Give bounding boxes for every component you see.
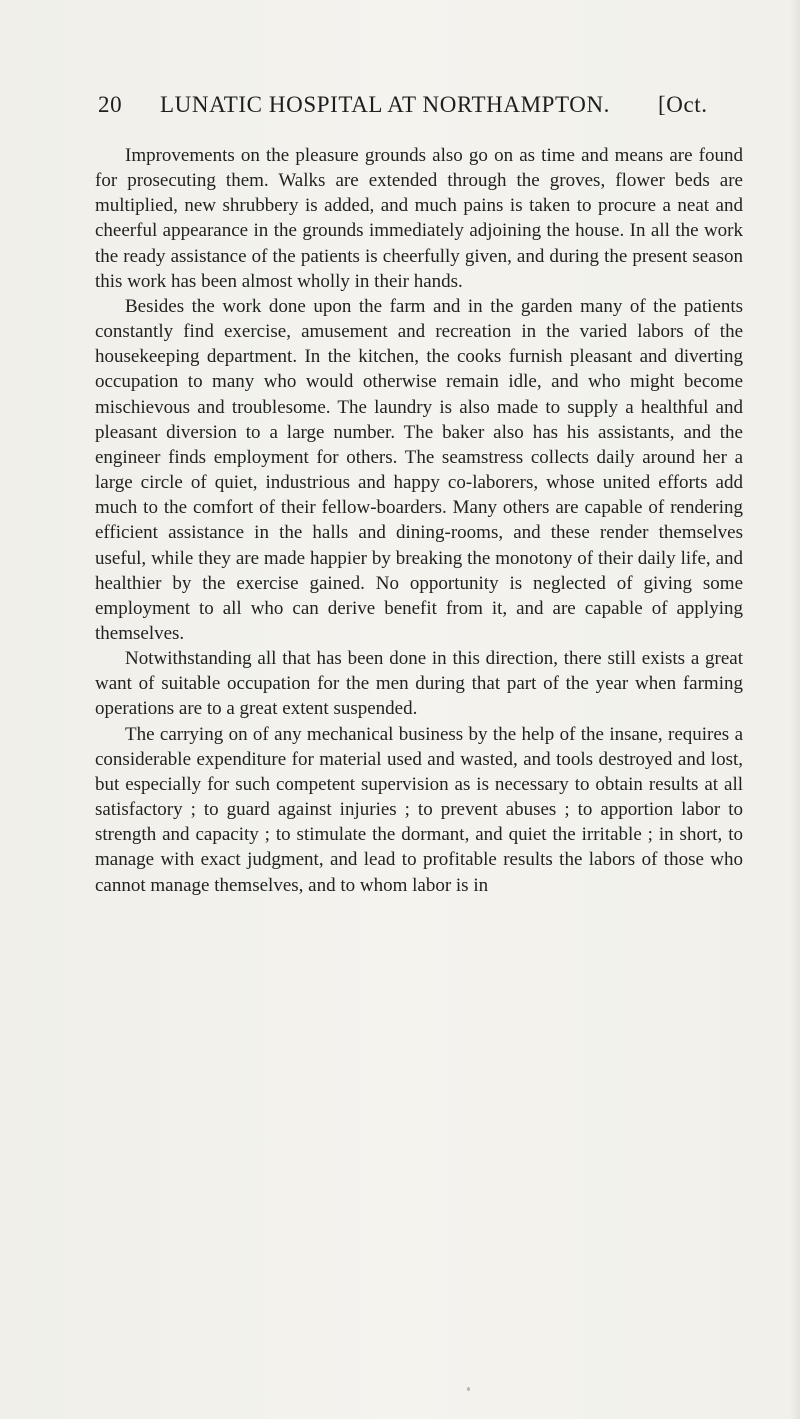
paragraph-housekeeping: Besides the work done upon the farm and in the garden many of the patients constantly find exercise, amusement and recreation in the varied labors of the housekeeping department. In the kitchen, the cooks furnish pleasant and diverting occupation to many who would otherwise remain idle, and who might become mischievous and troublesome. The laundry is also made to supply a healthful and pleasant diversion to a large number. The baker also has his assistants, and the engineer finds employment for others. The seamstress collects daily around her a large circle of quiet, industrious and happy co-laborers, whose united efforts add much to the comfort of their fellow-boarders. Many others are capable of rendering efficient assistance in the halls and dining-rooms, and these render themselves useful, while they are made happier by breaking the monotony of their daily life, and healthier by the exercise gained. No opportunity is neglected of giving some employment to all who can derive benefit from it, and are capable of applying themselves.	[95, 295, 743, 644]
running-date: [Oct.	[658, 92, 708, 117]
running-title: LUNATIC HOSPITAL AT NORTHAMPTON.	[160, 92, 611, 117]
paragraph-mechanical-business: The carrying on of any mechanical business by the help of the insane, requires a considerable expenditure for material used and wasted, and tools destroyed and lost, but especially for such competent supervision as is necessary to obtain results at all satisfactory ; to guard against injuries ; to prevent abuses ; to apportion labor to strength and capacity ; to stimulate the dormant, and quiet the irritable ; in short, to manage with exact judgment, and lead to profitable results the labors of those who cannot manage themselves, and to whom labor is in	[95, 723, 743, 896]
paragraph-want-of-occupation: Notwithstanding all that has been done in this direction, there still exists a great want of suitable occupation for the men during that part of the year when farming operations are to a great extent suspended.	[95, 648, 743, 720]
body-text	[95, 143, 743, 898]
page-number: 20	[98, 92, 123, 117]
paper-speck	[467, 1387, 470, 1391]
paragraph-pleasure-grounds: Improvements on the pleasure grounds also go on as time and means are found for prosecuting them. Walks are extended through the groves, flower beds are multiplied, new shrubbery is added, and much pains is taken to procure a neat and cheerful appearance in the grounds immediately adjoining the house. In all the work the ready assistance of the patients is cheerfully given, and during the present season this work has been almost wholly in their hands.	[95, 145, 743, 292]
page-edge-shadow	[790, 0, 800, 1419]
